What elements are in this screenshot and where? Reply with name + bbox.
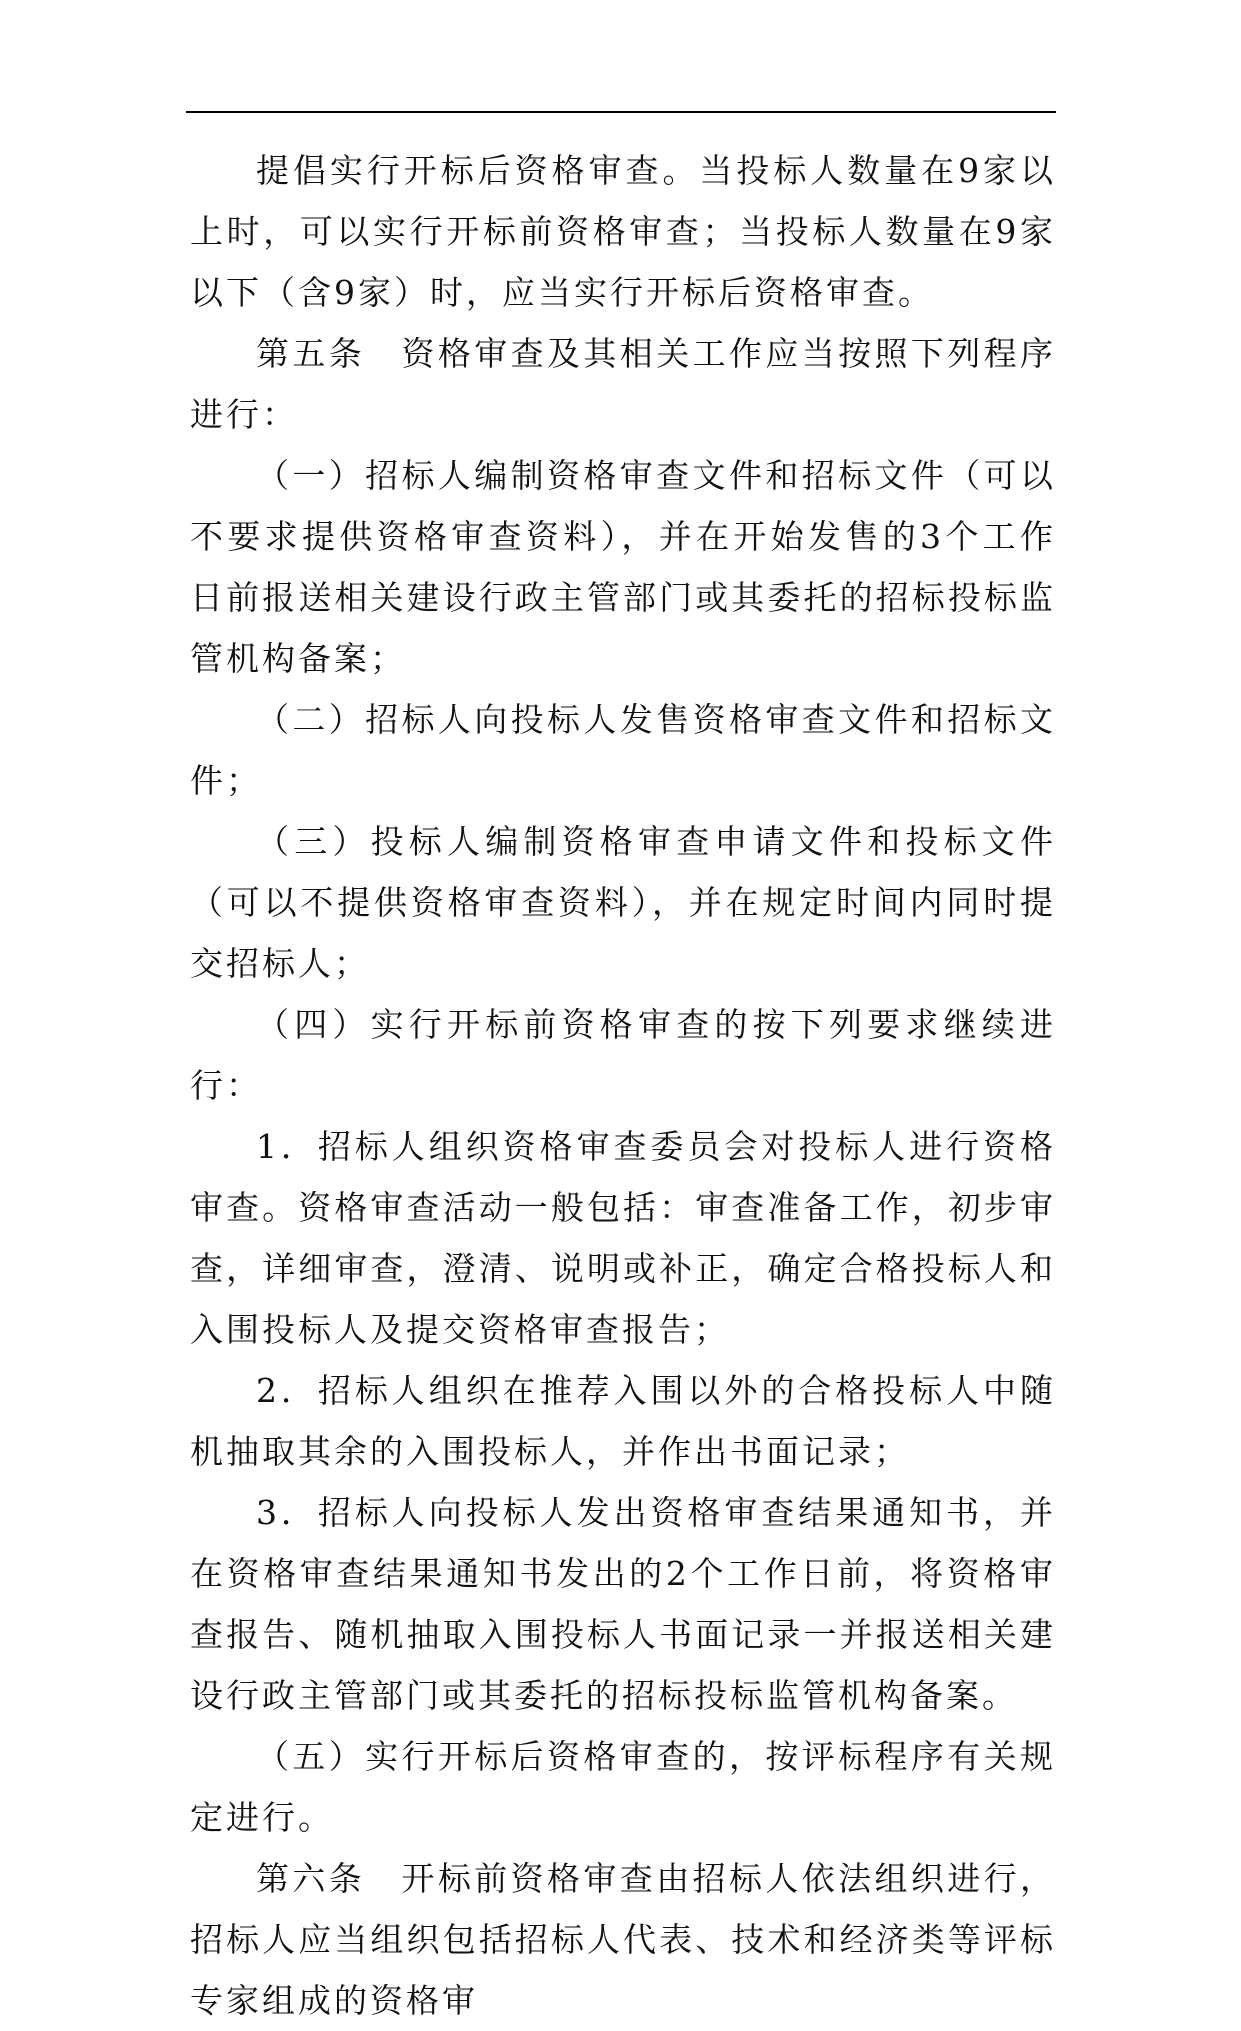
article-5-item-2: （二）招标人向投标人发售资格审查文件和招标文件； bbox=[190, 700, 1056, 800]
article-5-item-4: （四）实行开标前资格审查的按下列要求继续进行： bbox=[190, 1005, 1056, 1105]
article-5-item-5: （五）实行开标后资格审查的，按评标程序有关规定进行。 bbox=[190, 1737, 1056, 1837]
header-rule bbox=[186, 111, 1056, 113]
paragraph-continuation: 提倡实行开标后资格审查。当投标人数量在9家以上时，可以实行开标前资格审查；当投标人数量在9家以下（含9家）时，应当实行开标后资格审查。 bbox=[190, 151, 1056, 312]
article-5-item-4-sub-1: 1．招标人组织资格审查委员会对投标人进行资格审查。资格审查活动一般包括：审查准备工作，初步审查，详细审查，澄清、说明或补正，确定合格投标人和入围投标人及提交资格审查报告； bbox=[190, 1127, 1056, 1349]
article-5-item-1: （一）招标人编制资格审查文件和招标文件（可以不要求提供资格审查资料），并在开始发售的3个工作日前报送相关建设行政主管部门或其委托的招标投标监管机构备案； bbox=[190, 456, 1056, 678]
document-body bbox=[190, 140, 1056, 2031]
article-5-heading: 第五条 资格审查及其相关工作应当按照下列程序进行： bbox=[190, 334, 1056, 434]
article-5-item-4-sub-2: 2．招标人组织在推荐入围以外的合格投标人中随机抽取其余的入围投标人，并作出书面记录； bbox=[190, 1371, 1056, 1471]
article-5-item-3: （三）投标人编制资格审查申请文件和投标文件（可以不提供资格审查资料），并在规定时间内同时提交招标人； bbox=[190, 822, 1056, 983]
article-6-paragraph: 第六条 开标前资格审查由招标人依法组织进行，招标人应当组织包括招标人代表、技术和经济类等评标专家组成的资格审 bbox=[190, 1859, 1056, 2020]
article-5-item-4-sub-3: 3．招标人向投标人发出资格审查结果通知书，并在资格审查结果通知书发出的2个工作日前，将资格审查报告、随机抽取入围投标人书面记录一并报送相关建设行政主管部门或其委托的招标投标监管机构备案。 bbox=[190, 1493, 1056, 1715]
